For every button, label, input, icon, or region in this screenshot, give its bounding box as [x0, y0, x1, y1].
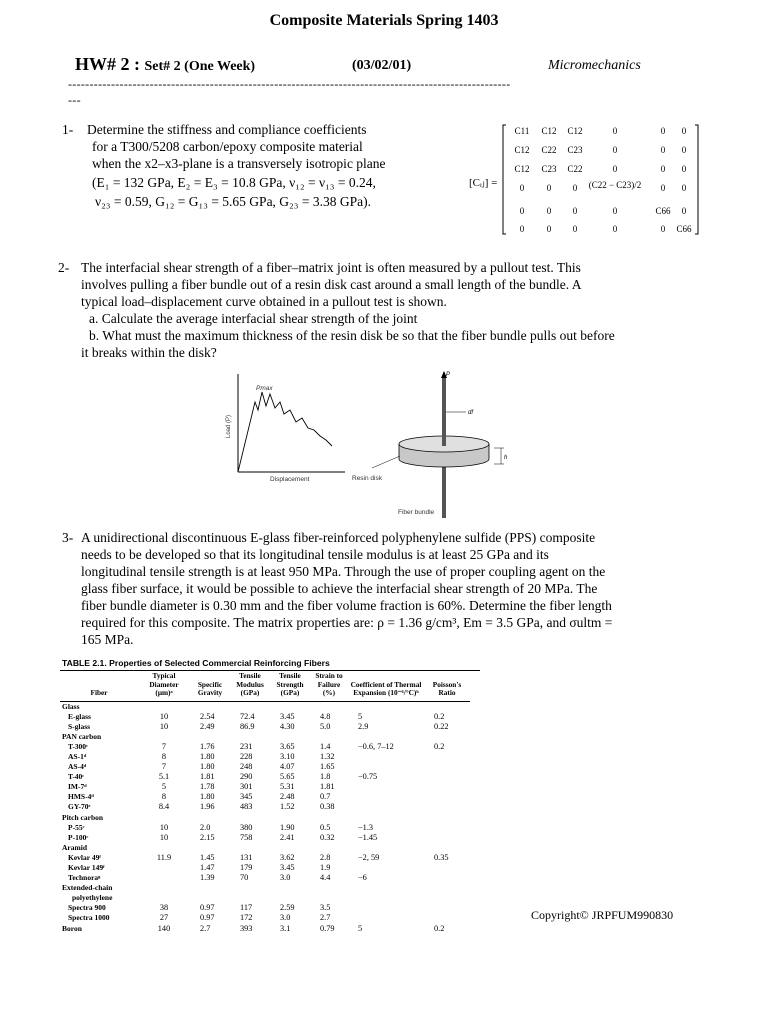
- table-cell: 0.97: [200, 903, 215, 913]
- table-cell: 179: [240, 863, 253, 872]
- resin-disk-label: Resin disk: [352, 475, 382, 482]
- table-fiber-name: Boron: [62, 923, 82, 933]
- table-cell: 231: [240, 741, 253, 751]
- matrix-cell: 0: [660, 126, 666, 136]
- matrix-cell: C22: [541, 145, 557, 155]
- table-group-label: Glass: [62, 701, 80, 711]
- table-cell: 1.81: [200, 772, 215, 782]
- matrix-cell: 0: [681, 145, 687, 155]
- matrix-cell: C23: [567, 145, 583, 155]
- table-cell: −6: [358, 873, 367, 883]
- header-rule-tail: ---: [68, 93, 81, 107]
- table-cell: 5: [161, 782, 167, 792]
- table-cell: 2.41: [280, 832, 295, 842]
- matrix-cell: 0: [546, 224, 552, 234]
- matrix-cell: C12: [514, 164, 530, 174]
- matrix-cell: 0: [546, 206, 552, 216]
- table-cell: 1.8: [320, 772, 331, 782]
- hw-number: HW# 2 :: [75, 54, 140, 74]
- table-cell: 4.30: [280, 721, 295, 731]
- table-cell: 7: [161, 741, 167, 751]
- table-cell: 2.0: [200, 822, 211, 832]
- copyright-notice: Copyright© JRPFUM990830: [531, 908, 674, 922]
- table-body: [60, 701, 470, 934]
- matrix-cell: 0: [681, 164, 687, 174]
- table-cell: 2.48: [280, 792, 295, 802]
- matrix-cell: 0: [612, 224, 618, 234]
- table-cell: 1.32: [320, 751, 335, 761]
- table-fiber-name: P-100ᶜ: [68, 832, 89, 842]
- table-cell: 1.78: [200, 782, 215, 792]
- table-cell: 3.10: [280, 751, 295, 761]
- table-cell: 483: [240, 802, 253, 812]
- table-cell: 1.76: [200, 741, 215, 751]
- table-cell: 345: [240, 792, 253, 802]
- table-group-row: [60, 732, 470, 742]
- matrix-cell: C12: [541, 126, 557, 136]
- table-cell: [424, 782, 470, 792]
- problem1-line: ν₂₃ = 0.59, G₁₂ = G₁₃ = 5.65 GPa, G₂₃ = 3.38 GPa).: [95, 194, 371, 209]
- table-cell: 5.65: [280, 772, 295, 782]
- table-header-row: [60, 672, 470, 701]
- table-cell: 27: [159, 913, 169, 923]
- table-cell: 72.4: [240, 711, 255, 721]
- table-cell: [424, 792, 470, 802]
- table-cell: 5: [358, 711, 363, 721]
- table-cell: 1.80: [200, 762, 215, 772]
- table-cell: 0.2: [434, 923, 445, 933]
- table-header-cell: Tensile Modulus (GPa): [230, 672, 270, 701]
- table-cell: 131: [240, 852, 253, 862]
- set-label: Set# 2 (One Week): [144, 59, 256, 74]
- matrix-cell: C66: [676, 224, 692, 234]
- problem1-number: 1-: [62, 122, 74, 137]
- diameter-label: df: [468, 410, 474, 416]
- table-cell: 3.45: [280, 863, 295, 872]
- hw-topic: Micromechanics: [548, 58, 641, 73]
- displacement-axis-label: Displacement: [270, 476, 310, 483]
- matrix-cell: 0: [681, 183, 687, 193]
- table-fiber-name: P-55ᶜ: [68, 822, 85, 832]
- table-fiber-name: AS-4ᵈ: [68, 762, 87, 772]
- table-cell: [138, 873, 190, 883]
- table-cell: 8.4: [158, 802, 170, 812]
- table-cell: 1.65: [320, 762, 335, 772]
- table-group-label: Pitch carbon: [62, 812, 104, 822]
- table-cell: 290: [240, 772, 253, 782]
- load-curve: [238, 392, 332, 472]
- force-label: P: [446, 372, 451, 378]
- table-group-label: polyethylene: [72, 893, 113, 903]
- table-cell: 1.45: [200, 852, 215, 862]
- table-cell: 11.9: [156, 852, 172, 862]
- table-cell: 1.90: [280, 822, 295, 832]
- table-cell: 86.9: [240, 721, 255, 731]
- table-group-label: Extended-chain: [62, 883, 113, 893]
- table-cell: −1.45: [358, 832, 378, 842]
- problem1-line: Determine the stiffness and compliance coefficients: [87, 122, 367, 137]
- problem3-text: [81, 529, 721, 648]
- table-cell: 4.07: [280, 762, 295, 772]
- table-cell: 758: [240, 832, 253, 842]
- table-cell: 5.0: [320, 721, 331, 731]
- hw-date: (03/02/01): [352, 58, 412, 73]
- table-cell: 0.35: [434, 852, 449, 862]
- table-cell: 10: [159, 711, 169, 721]
- table-cell: 2.15: [200, 832, 215, 842]
- table-cell: 1.52: [280, 802, 295, 812]
- table-cell: 1.47: [200, 863, 215, 872]
- table-cell: 0.5: [320, 822, 331, 832]
- matrix-cell: 0: [519, 224, 525, 234]
- resin-disk-leader: [372, 456, 400, 468]
- table-cell: [348, 752, 424, 762]
- table-fiber-name: AS-1ᵈ: [68, 751, 87, 761]
- matrix-cell: 0: [660, 164, 666, 174]
- table-cell: 5: [358, 923, 363, 933]
- matrix-cell: 0: [660, 224, 666, 234]
- table-header: [60, 672, 470, 701]
- table-cell: 3.0: [280, 873, 291, 883]
- matrix-cell: 0: [519, 183, 525, 193]
- fiber-properties-table: [60, 672, 470, 934]
- table-cell: 3.1: [280, 923, 291, 933]
- matrix-cell: 0: [572, 183, 578, 193]
- table-header-cell: Poisson's Ratio: [424, 672, 470, 701]
- table-fiber-name: T-300ᶜ: [68, 741, 89, 751]
- table-cell: 2.54: [200, 711, 215, 721]
- table-fiber-name: E-glass: [68, 711, 91, 721]
- resin-disk-drawing: [352, 371, 508, 518]
- table-top-rule: [60, 670, 480, 671]
- problem2-line: typical load–displacement curve obtained in a pullout test is shown.: [81, 294, 447, 309]
- table-group-label: PAN carbon: [62, 731, 102, 741]
- table-row: [60, 712, 470, 722]
- table-row: [60, 792, 470, 802]
- table-cell: 0.79: [320, 923, 335, 933]
- table-cell: [348, 913, 424, 923]
- matrix-left-bracket: [503, 125, 506, 234]
- table-cell: 228: [240, 751, 253, 761]
- table-cell: [348, 792, 424, 802]
- problem1-line: for a T300/5208 carbon/epoxy composite material: [92, 139, 363, 154]
- table-cell: 5.31: [280, 782, 295, 792]
- table-fiber-name: T-40ᶜ: [68, 772, 85, 782]
- table-cell: 117: [240, 903, 253, 913]
- matrix-cell: 0: [612, 145, 618, 155]
- load-axis-label: Load (P): [226, 414, 232, 438]
- table-cell: 0.2: [434, 741, 445, 751]
- table-cell: 1.96: [200, 802, 215, 812]
- matrix-cell: 0: [572, 206, 578, 216]
- table-cell: 0.38: [320, 802, 335, 812]
- fiber-through-disk: [442, 434, 446, 446]
- table-cell: 10: [159, 822, 169, 832]
- table-fiber-name: IM-7ᵈ: [68, 782, 87, 792]
- table-fiber-name: Spectra 1000: [68, 913, 110, 923]
- table-group-label: Aramid: [62, 842, 87, 852]
- table-cell: 0.32: [320, 832, 335, 842]
- table-cell: 140: [157, 923, 171, 933]
- table-cell: [424, 762, 470, 772]
- table-cell: 0.7: [320, 792, 331, 802]
- matrix-cell: 0: [660, 145, 666, 155]
- table-cell: 3.5: [320, 903, 331, 913]
- matrix-cell: C11: [514, 126, 530, 136]
- problem3-line: glass fiber surface, it would be possible to achieve the interfacial shear strength of 20 MPa. The: [81, 581, 598, 596]
- table-cell: [424, 863, 470, 873]
- table-cell: [424, 873, 470, 883]
- table-cell: 3.0: [280, 913, 291, 923]
- table-cell: 0.22: [434, 721, 449, 731]
- table-cell: 2.9: [358, 721, 369, 731]
- table-cell: 70: [240, 873, 249, 883]
- matrix-cell: 0: [612, 126, 618, 136]
- table-cell: [424, 823, 470, 833]
- table-header-cell: Tensile Strength (GPa): [270, 672, 310, 701]
- table-cell: 2.49: [200, 721, 215, 731]
- matrix-cell: 0: [519, 206, 525, 216]
- table-row: [60, 924, 470, 934]
- table-row: [60, 742, 470, 752]
- table-row: [60, 722, 470, 732]
- problem2-line: a. Calculate the average interfacial shear strength of the joint: [89, 311, 418, 326]
- table-cell: [138, 863, 190, 873]
- table-header-cell: Strain to Failure (%): [310, 672, 348, 701]
- table-cell: 1.39: [200, 873, 215, 883]
- course-title: Composite Materials Spring 1403: [269, 12, 499, 29]
- problem2-line: b. What must the maximum thickness of the resin disk be so that the fiber bundle pulls out before: [89, 328, 615, 343]
- problem3-line: needs to be developed so that its longitudinal tensile modulus is at least 25 GPa and its: [81, 547, 549, 562]
- matrix-cell: 0: [612, 206, 618, 216]
- table-fiber-name: Spectra 900: [68, 903, 106, 913]
- table-cell: 8: [161, 792, 167, 802]
- stiffness-matrix: [465, 120, 705, 240]
- matrix-cell: 0: [681, 206, 687, 216]
- fiber-bundle-label: Fiber bundle: [398, 509, 435, 516]
- problem3-line: A unidirectional discontinuous E-glass fiber-reinforced polyphenylene sulfide (PPS) composite: [81, 530, 596, 545]
- table-fiber-name: Kevlar 149ᶠ: [68, 863, 105, 872]
- table-cell: 4.4: [320, 873, 331, 883]
- table-row: [60, 782, 470, 792]
- problem1-text: [87, 121, 467, 210]
- table-cell: [348, 782, 424, 792]
- table-cell: 3.62: [280, 852, 295, 862]
- table-cell: 2.8: [320, 852, 331, 862]
- problem3-line: longitudinal tensile strength is at least 950 MPa. Through the use of proper coupling agent on the: [81, 564, 606, 579]
- matrix-cell: 0: [681, 126, 687, 136]
- table-header-cell: Fiber: [60, 672, 138, 701]
- problem3-line: 165 MPa.: [81, 632, 134, 647]
- table-row: [60, 903, 470, 913]
- table-row: [60, 752, 470, 762]
- matrix-cell: (C22 − C23)/2: [588, 180, 642, 190]
- hw-label: [75, 54, 255, 75]
- table-cell: 1.9: [320, 863, 331, 872]
- matrix-cell: C22: [567, 164, 583, 174]
- table-cell: 5.1: [158, 772, 170, 782]
- table-fiber-name: GY-70ᵉ: [68, 802, 91, 812]
- table-row: [60, 863, 470, 873]
- problem3-line: required for this composite. The matrix properties are: ρ = 1.36 g/cm³, Em = 3.5 GPa, and σultm =: [81, 615, 613, 630]
- problem2-number: 2-: [58, 260, 70, 275]
- problem1-line: (E₁ = 132 GPa, E₂ = E₃ = 10.8 GPa, ν₁₂ = ν₁₃ = 0.24,: [92, 175, 376, 190]
- table-cell: −0.75: [358, 772, 378, 782]
- pmax-label: Pmax: [256, 385, 273, 392]
- table-row: [60, 772, 470, 782]
- header-rule-line: -------------------------------------------------------------------------------------------------------: [68, 77, 511, 91]
- problem2-line: it breaks within the disk?: [81, 345, 217, 360]
- matrix-cell: 0: [612, 164, 618, 174]
- table-header-cell: Specific Gravity: [190, 672, 230, 701]
- table-cell: 8: [161, 751, 167, 761]
- table-group-row: [60, 813, 470, 823]
- table-cell: 3.45: [280, 711, 295, 721]
- table-cell: 10: [159, 832, 169, 842]
- header-rule: [68, 76, 690, 108]
- table-cell: [424, 913, 470, 923]
- table-group-row: [60, 893, 470, 903]
- problem2-line: involves pulling a fiber bundle out of a resin disk cast around a small length of the bundle. A: [81, 277, 582, 292]
- problem3-line: fiber bundle diameter is 0.30 mm and the fiber volume fraction is 60%. Determine the fiber length: [81, 598, 612, 613]
- table-cell: 0.2: [434, 711, 445, 721]
- table-row: [60, 823, 470, 833]
- table-cell: [424, 802, 470, 812]
- table-caption: TABLE 2.1. Properties of Selected Commercial Reinforcing Fibers: [62, 658, 330, 668]
- matrix-cell: 0: [572, 224, 578, 234]
- table-cell: −2, 59: [358, 852, 380, 862]
- table-cell: 3.65: [280, 741, 295, 751]
- table-fiber-name: S-glass: [68, 721, 91, 731]
- thickness-label: h: [504, 455, 508, 461]
- table-cell: 172: [240, 913, 253, 923]
- table-row: [60, 762, 470, 772]
- table-header-cell: Coefficient of Thermal Expansion (10⁻⁶/°C)ᵇ: [348, 672, 424, 701]
- table-cell: 10: [159, 721, 169, 731]
- table-row: [60, 873, 470, 883]
- table-cell: −1.3: [358, 822, 374, 832]
- pullout-figure: [220, 368, 520, 520]
- table-cell: [424, 903, 470, 913]
- table-cell: 1.4: [320, 741, 331, 751]
- table-row: [60, 833, 470, 843]
- table-cell: 38: [159, 903, 169, 913]
- matrix-cell: C12: [514, 145, 530, 155]
- problem2-line: The interfacial shear strength of a fiber–matrix joint is often measured by a pullout test. This: [81, 260, 581, 275]
- table-cell: 1.81: [320, 782, 335, 792]
- table-cell: 0.97: [200, 913, 215, 923]
- problem3-number: 3-: [62, 530, 74, 545]
- table-cell: 248: [240, 762, 253, 772]
- table-row: [60, 802, 470, 812]
- table-row: [60, 853, 470, 863]
- table-row: [60, 913, 470, 923]
- table-cell: [348, 802, 424, 812]
- table-cell: [424, 772, 470, 782]
- matrix-cell: C66: [655, 206, 671, 216]
- table-fiber-name: HMS-4ᵈ: [68, 792, 94, 802]
- table-cell: [348, 903, 424, 913]
- matrix-cell: 0: [660, 183, 666, 193]
- table-cell: [348, 863, 424, 873]
- table-cell: 2.59: [280, 903, 295, 913]
- table-cell: 301: [240, 782, 253, 792]
- table-fiber-name: Kevlar 49ᶠ: [68, 852, 101, 862]
- table-cell: 2.7: [320, 913, 331, 923]
- table-group-row: [60, 883, 470, 893]
- matrix-cell: C23: [541, 164, 557, 174]
- problem2-text: [81, 259, 701, 361]
- matrix-label: [Cᵢⱼ] =: [469, 177, 498, 189]
- matrix-cell: 0: [546, 183, 552, 193]
- load-displacement-plot: [226, 374, 345, 483]
- table-cell: 380: [240, 822, 253, 832]
- table-cell: [424, 833, 470, 843]
- table-cell: 4.8: [320, 711, 331, 721]
- table-cell: −0.6, 7–12: [358, 741, 394, 751]
- table-group-row: [60, 843, 470, 853]
- table-group-row: [60, 701, 470, 712]
- matrix-right-bracket: [695, 125, 698, 234]
- matrix-cell: C12: [567, 126, 583, 136]
- table-fiber-name: Technoraᵍ: [68, 873, 101, 883]
- table-cell: 2.7: [200, 923, 211, 933]
- table-cell: 1.80: [200, 751, 215, 761]
- table-cell: 1.80: [200, 792, 215, 802]
- table-header-cell: Typical Diameter (μm)ᵃ: [138, 672, 190, 701]
- problem1-line: when the x2–x3-plane is a transversely isotropic plane: [92, 156, 386, 171]
- table-cell: 393: [240, 923, 253, 933]
- table-cell: 7: [161, 762, 167, 772]
- table-cell: [348, 762, 424, 772]
- table-cell: [424, 752, 470, 762]
